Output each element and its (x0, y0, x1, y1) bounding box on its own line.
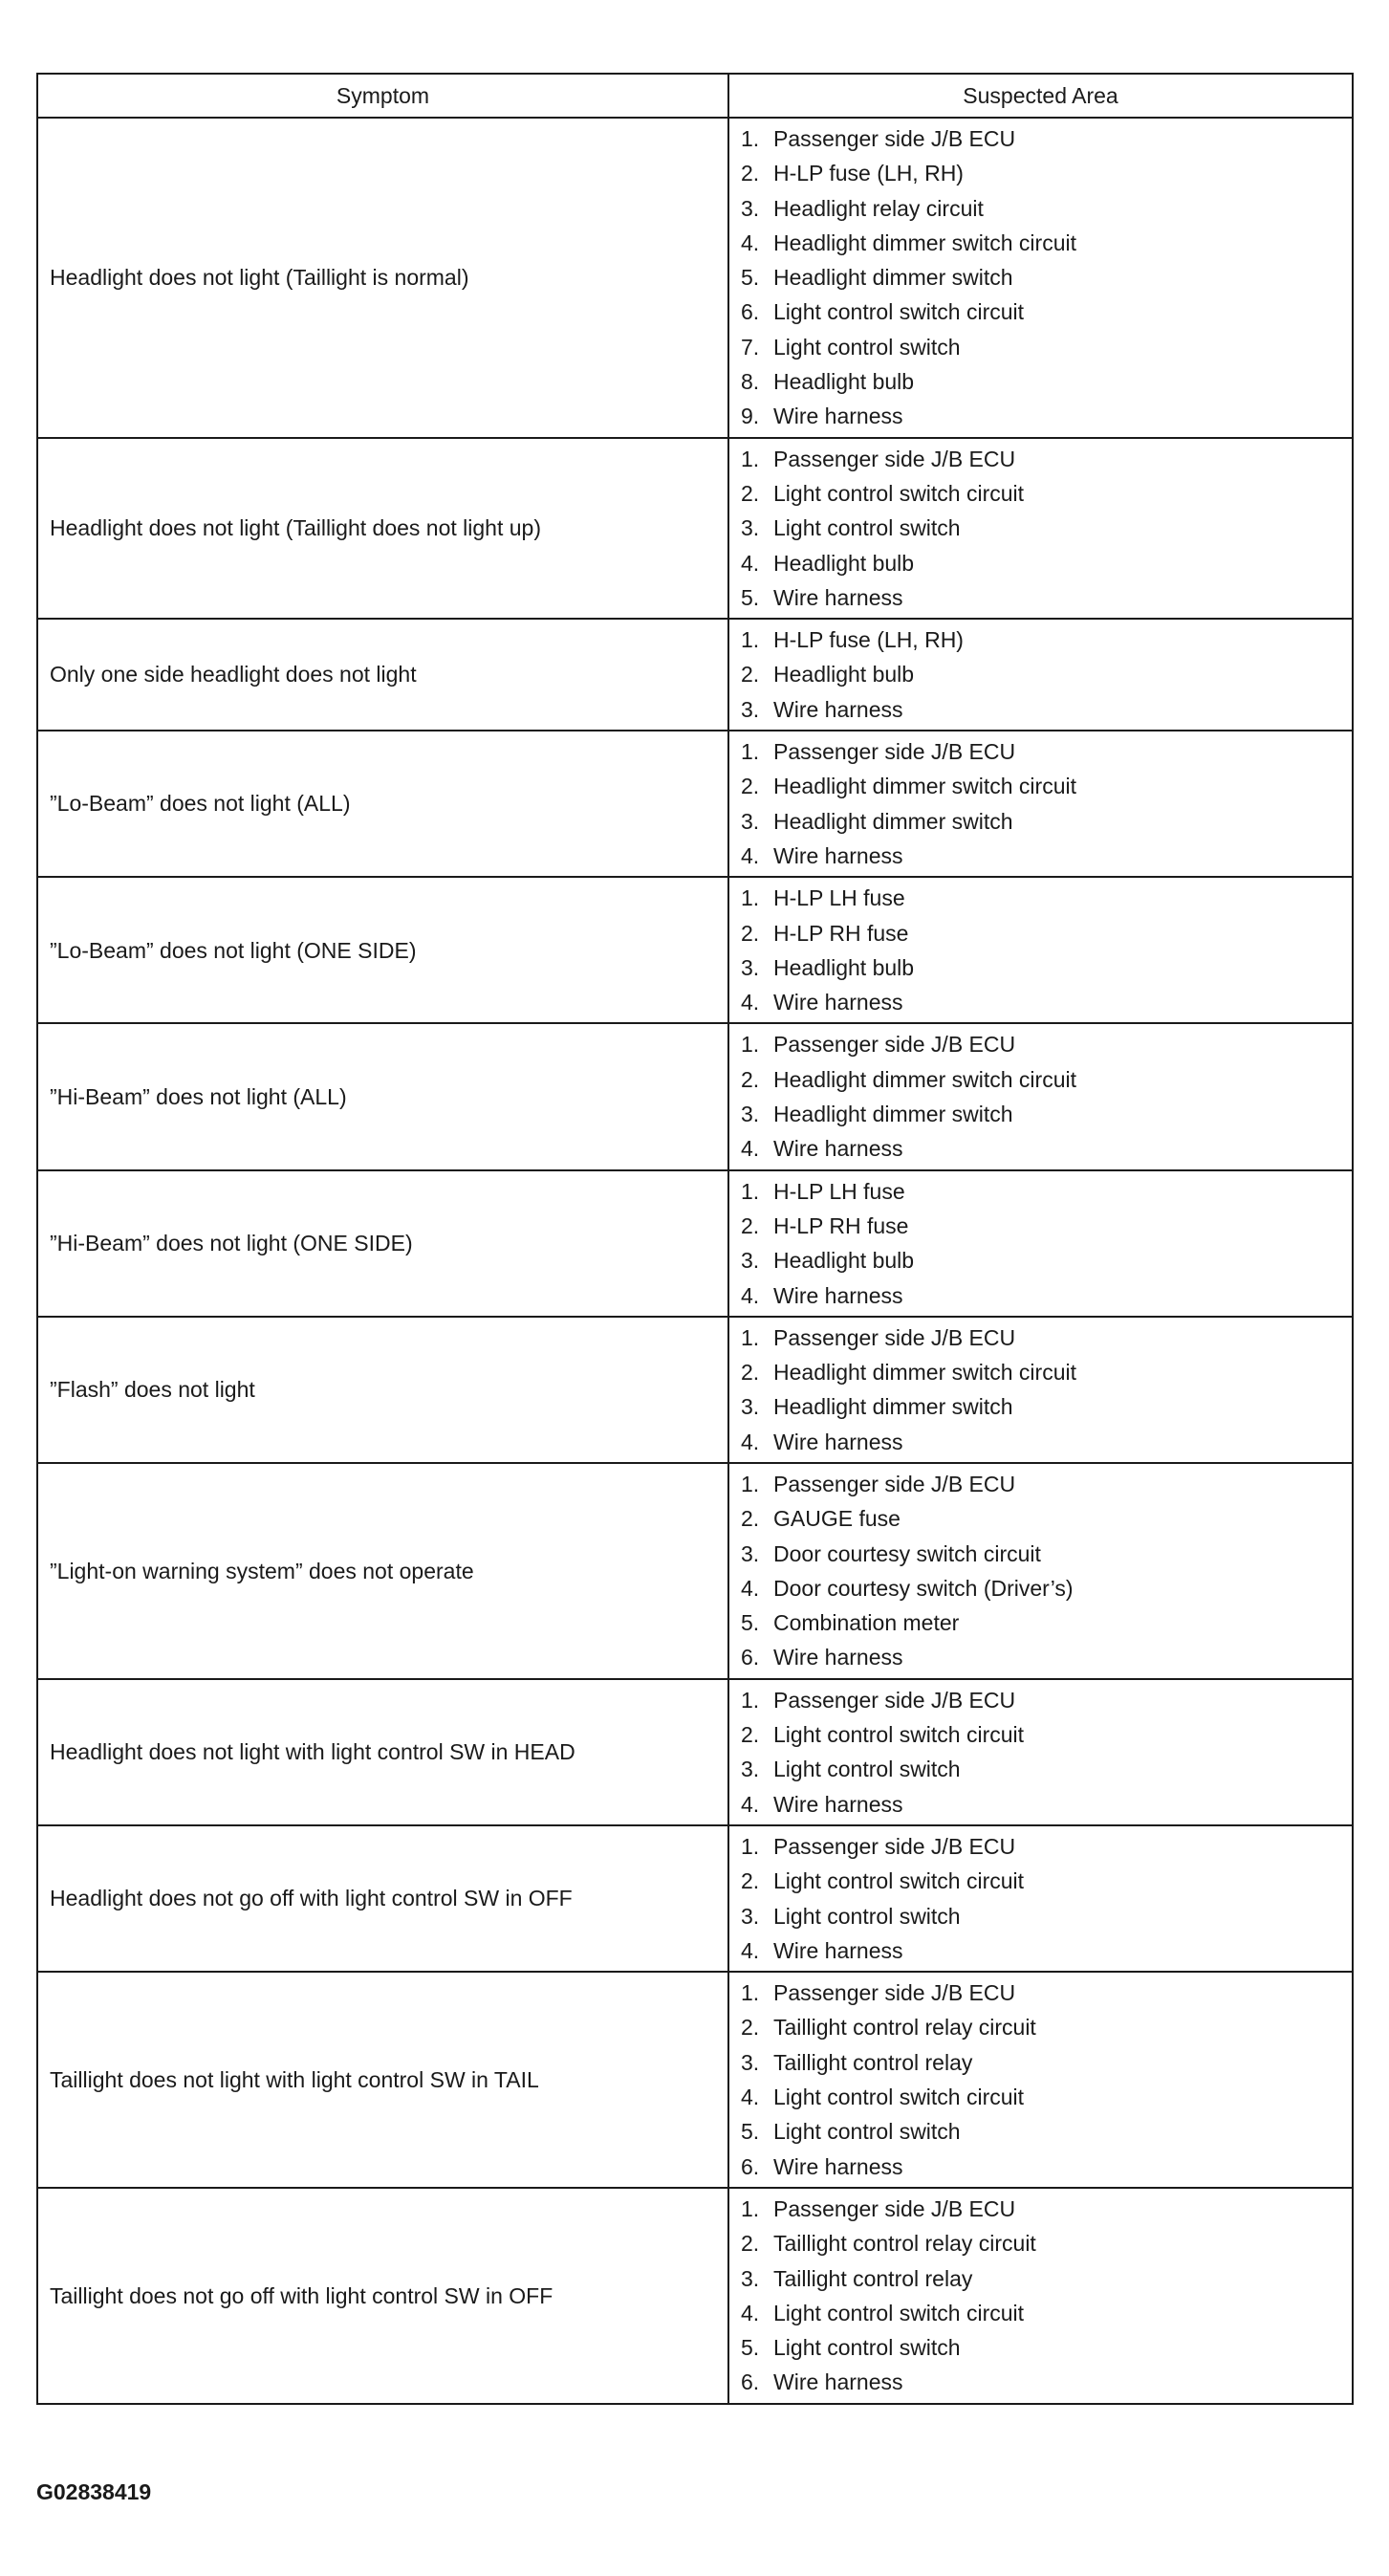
symptom-cell: ”Hi-Beam” does not light (ALL) (37, 1023, 728, 1169)
item-text: Light control switch (773, 2119, 961, 2145)
item-text: Headlight dimmer switch circuit (773, 1360, 1076, 1386)
item-number: 1. (741, 126, 760, 151)
symptom-cell: Headlight does not go off with light control SW in OFF (37, 1825, 728, 1972)
list-item (741, 295, 1352, 329)
list-item (741, 2261, 1352, 2296)
item-number: 2. (741, 774, 760, 799)
suspected-area-cell (728, 1170, 1353, 1317)
symptom-header: Symptom (37, 74, 728, 118)
item-text: Wire harness (773, 1282, 903, 1308)
item-number: 1. (741, 446, 760, 471)
item-text: Wire harness (773, 1429, 903, 1454)
symptom-cell: Taillight does not go off with light control SW in OFF (37, 2188, 728, 2404)
item-text: Headlight bulb (773, 369, 915, 395)
list-item (741, 1864, 1352, 1898)
list-item (741, 476, 1352, 511)
list-item (741, 1899, 1352, 1933)
list-item (741, 121, 1352, 156)
item-text: Taillight control relay circuit (773, 2231, 1036, 2257)
list-item (741, 1752, 1352, 1786)
table-row (37, 118, 1353, 438)
item-number: 2. (741, 2015, 760, 2041)
troubleshooting-sheet (36, 73, 1352, 2405)
item-text: Combination meter (773, 1610, 960, 1636)
item-text: Headlight dimmer switch circuit (773, 229, 1076, 255)
list-item (741, 916, 1352, 950)
list-item (741, 330, 1352, 364)
suspected-area-list (741, 622, 1352, 727)
suspected-area-list (741, 1829, 1352, 1968)
item-number: 3. (741, 1394, 760, 1420)
list-item (741, 1389, 1352, 1424)
item-number: 3. (741, 954, 760, 980)
item-number: 5. (741, 584, 760, 610)
item-text: H-LP RH fuse (773, 1212, 909, 1238)
item-text: Wire harness (773, 2369, 903, 2395)
suspected-area-list (741, 881, 1352, 1019)
suspected-area-cell (728, 1317, 1353, 1463)
item-number: 3. (741, 195, 760, 221)
list-item (741, 1425, 1352, 1459)
list-item (741, 657, 1352, 691)
item-text: Passenger side J/B ECU (773, 2195, 1016, 2221)
list-item (741, 1571, 1352, 1605)
list-item (741, 2045, 1352, 2080)
table-row (37, 1170, 1353, 1317)
figure-id: G02838419 (36, 2479, 152, 2504)
list-item (741, 399, 1352, 433)
list-item (741, 1355, 1352, 1389)
list-item (741, 1209, 1352, 1243)
suspected-area-cell (728, 438, 1353, 619)
item-text: Passenger side J/B ECU (773, 1833, 1016, 1859)
symptom-cell: ”Light-on warning system” does not operate (37, 1463, 728, 1679)
item-text: Door courtesy switch (Driver’s) (773, 1575, 1074, 1601)
symptom-cell: ”Lo-Beam” does not light (ALL) (37, 731, 728, 877)
suspected-area-cell (728, 1825, 1353, 1972)
suspected-area-list (741, 121, 1352, 434)
item-text: Headlight bulb (773, 662, 915, 688)
symptom-cell: ”Flash” does not light (37, 1317, 728, 1463)
item-number: 4. (741, 1937, 760, 1963)
item-number: 1. (741, 1032, 760, 1058)
item-text: Passenger side J/B ECU (773, 446, 1016, 471)
item-text: Light control switch (773, 1903, 961, 1929)
symptom-cell: Headlight does not light (Taillight does not light up) (37, 438, 728, 619)
item-text: Passenger side J/B ECU (773, 1324, 1016, 1350)
list-item (741, 511, 1352, 545)
item-text: Light control switch circuit (773, 2300, 1025, 2325)
item-number: 3. (741, 1757, 760, 1782)
list-item (741, 1174, 1352, 1209)
item-text: Taillight control relay (773, 2049, 973, 2075)
item-number: 5. (741, 2119, 760, 2145)
item-number: 6. (741, 299, 760, 325)
symptom-cell: Headlight does not light with light control SW in HEAD (37, 1679, 728, 1825)
table-row (37, 1023, 1353, 1169)
suspected-area-cell (728, 731, 1353, 877)
item-number: 2. (741, 1066, 760, 1092)
list-item (741, 191, 1352, 226)
item-text: Light control switch (773, 2335, 961, 2361)
item-number: 2. (741, 1212, 760, 1238)
item-text: Light control switch circuit (773, 480, 1025, 506)
item-text: Wire harness (773, 1791, 903, 1817)
list-item (741, 1787, 1352, 1822)
list-item (741, 1278, 1352, 1313)
item-text: Passenger side J/B ECU (773, 1687, 1016, 1713)
table-body (37, 118, 1353, 2404)
list-item (741, 226, 1352, 260)
item-text: Headlight bulb (773, 550, 915, 576)
item-number: 1. (741, 1687, 760, 1713)
list-item (741, 580, 1352, 615)
list-item (741, 2296, 1352, 2330)
suspected-area-list (741, 1976, 1352, 2184)
list-item (741, 1467, 1352, 1501)
item-text: Wire harness (773, 990, 903, 1015)
item-number: 1. (741, 885, 760, 911)
item-text: H-LP LH fuse (773, 885, 905, 911)
header-row (37, 74, 1353, 118)
item-text: Wire harness (773, 2153, 903, 2179)
symptom-cell: Only one side headlight does not light (37, 619, 728, 731)
suspected-area-header: Suspected Area (728, 74, 1353, 118)
suspected-area-cell (728, 877, 1353, 1023)
list-item (741, 622, 1352, 657)
item-text: Taillight control relay (773, 2265, 973, 2291)
table-row (37, 438, 1353, 619)
item-number: 3. (741, 2265, 760, 2291)
item-number: 1. (741, 1980, 760, 2006)
suspected-area-list (741, 1174, 1352, 1313)
symptom-table (36, 73, 1354, 2405)
list-item (741, 1537, 1352, 1571)
list-item (741, 734, 1352, 769)
list-item (741, 692, 1352, 727)
item-number: 2. (741, 920, 760, 946)
item-number: 6. (741, 1645, 760, 1670)
list-item (741, 1933, 1352, 1968)
table-row (37, 619, 1353, 731)
item-number: 1. (741, 1833, 760, 1859)
item-number: 4. (741, 2085, 760, 2110)
item-text: Wire harness (773, 1136, 903, 1162)
list-item (741, 1062, 1352, 1097)
suspected-area-list (741, 1321, 1352, 1459)
item-text: Passenger side J/B ECU (773, 1980, 1016, 2006)
item-text: Passenger side J/B ECU (773, 1032, 1016, 1058)
item-number: 2. (741, 1722, 760, 1748)
list-item (741, 260, 1352, 295)
suspected-area-list (741, 442, 1352, 615)
item-text: Light control switch (773, 334, 961, 360)
list-item (741, 1717, 1352, 1752)
item-number: 1. (741, 1471, 760, 1496)
item-text: Wire harness (773, 842, 903, 868)
table-row (37, 1463, 1353, 1679)
item-text: Wire harness (773, 584, 903, 610)
list-item (741, 881, 1352, 915)
suspected-area-cell (728, 118, 1353, 438)
item-number: 2. (741, 1868, 760, 1894)
list-item (741, 1027, 1352, 1061)
item-text: Light control switch (773, 515, 961, 541)
suspected-area-cell (728, 619, 1353, 731)
item-text: Headlight dimmer switch circuit (773, 774, 1076, 799)
item-number: 3. (741, 1540, 760, 1566)
item-text: Headlight relay circuit (773, 195, 984, 221)
item-number: 3. (741, 808, 760, 834)
item-text: Headlight dimmer switch (773, 1394, 1013, 1420)
item-number: 2. (741, 2231, 760, 2257)
list-item (741, 2226, 1352, 2260)
item-number: 1. (741, 2195, 760, 2221)
item-number: 4. (741, 842, 760, 868)
item-number: 2. (741, 1506, 760, 1532)
list-item (741, 364, 1352, 399)
table-row (37, 2188, 1353, 2404)
item-text: Wire harness (773, 1645, 903, 1670)
item-text: Headlight dimmer switch circuit (773, 1066, 1076, 1092)
item-text: Light control switch circuit (773, 1868, 1025, 1894)
list-item (741, 1131, 1352, 1166)
item-text: Passenger side J/B ECU (773, 126, 1016, 151)
item-number: 6. (741, 2153, 760, 2179)
table-row (37, 1679, 1353, 1825)
item-number: 1. (741, 1324, 760, 1350)
item-number: 5. (741, 265, 760, 291)
item-text: H-LP fuse (LH, RH) (773, 161, 964, 186)
list-item (741, 1640, 1352, 1674)
item-text: H-LP RH fuse (773, 920, 909, 946)
item-number: 7. (741, 334, 760, 360)
list-item (741, 1501, 1352, 1536)
list-item (741, 2010, 1352, 2044)
suspected-area-list (741, 1683, 1352, 1822)
item-number: 2. (741, 480, 760, 506)
item-number: 4. (741, 1575, 760, 1601)
item-number: 3. (741, 515, 760, 541)
item-text: Headlight dimmer switch (773, 265, 1013, 291)
item-number: 4. (741, 1282, 760, 1308)
item-number: 2. (741, 1360, 760, 1386)
item-number: 4. (741, 2300, 760, 2325)
suspected-area-cell (728, 1463, 1353, 1679)
list-item (741, 804, 1352, 839)
list-item (741, 442, 1352, 476)
list-item (741, 1321, 1352, 1355)
item-text: H-LP LH fuse (773, 1178, 905, 1204)
item-number: 3. (741, 2049, 760, 2075)
item-number: 1. (741, 627, 760, 653)
suspected-area-cell (728, 1972, 1353, 2188)
item-number: 2. (741, 161, 760, 186)
item-number: 3. (741, 1102, 760, 1127)
list-item (741, 156, 1352, 190)
item-text: Light control switch circuit (773, 299, 1025, 325)
symptom-cell: ”Lo-Beam” does not light (ONE SIDE) (37, 877, 728, 1023)
item-number: 3. (741, 696, 760, 722)
table-row (37, 1825, 1353, 1972)
item-number: 1. (741, 1178, 760, 1204)
item-number: 9. (741, 404, 760, 429)
symptom-cell: Taillight does not light with light control SW in TAIL (37, 1972, 728, 2188)
item-number: 3. (741, 1248, 760, 1274)
item-text: GAUGE fuse (773, 1506, 901, 1532)
suspected-area-cell (728, 1023, 1353, 1169)
suspected-area-list (741, 1467, 1352, 1675)
item-text: Headlight bulb (773, 954, 915, 980)
list-item (741, 1605, 1352, 1640)
list-item (741, 950, 1352, 985)
symptom-cell: ”Hi-Beam” does not light (ONE SIDE) (37, 1170, 728, 1317)
item-text: Headlight bulb (773, 1248, 915, 1274)
list-item (741, 1976, 1352, 2010)
item-text: Headlight dimmer switch (773, 808, 1013, 834)
list-item (741, 2150, 1352, 2184)
item-number: 4. (741, 1429, 760, 1454)
item-text: Wire harness (773, 404, 903, 429)
item-text: Passenger side J/B ECU (773, 1471, 1016, 1496)
list-item (741, 1097, 1352, 1131)
list-item (741, 769, 1352, 803)
item-text: Wire harness (773, 1937, 903, 1963)
list-item (741, 839, 1352, 873)
item-text: H-LP fuse (LH, RH) (773, 627, 964, 653)
list-item (741, 1243, 1352, 1277)
list-item (741, 1683, 1352, 1717)
item-text: Passenger side J/B ECU (773, 739, 1016, 765)
item-number: 8. (741, 369, 760, 395)
item-number: 4. (741, 990, 760, 1015)
table-row (37, 1317, 1353, 1463)
list-item (741, 2080, 1352, 2114)
table-row (37, 1972, 1353, 2188)
item-number: 4. (741, 1136, 760, 1162)
item-number: 5. (741, 1610, 760, 1636)
suspected-area-list (741, 1027, 1352, 1166)
suspected-area-cell (728, 2188, 1353, 2404)
table-row (37, 877, 1353, 1023)
item-number: 3. (741, 1903, 760, 1929)
suspected-area-cell (728, 1679, 1353, 1825)
list-item (741, 2365, 1352, 2399)
table-row (37, 731, 1353, 877)
item-number: 2. (741, 662, 760, 688)
item-text: Wire harness (773, 696, 903, 722)
item-number: 6. (741, 2369, 760, 2395)
list-item (741, 2114, 1352, 2149)
list-item (741, 985, 1352, 1019)
item-text: Light control switch circuit (773, 1722, 1025, 1748)
list-item (741, 2192, 1352, 2226)
item-number: 4. (741, 1791, 760, 1817)
item-number: 1. (741, 739, 760, 765)
item-number: 4. (741, 229, 760, 255)
suspected-area-list (741, 2192, 1352, 2400)
item-text: Light control switch circuit (773, 2085, 1025, 2110)
symptom-cell: Headlight does not light (Taillight is normal) (37, 118, 728, 438)
item-number: 5. (741, 2335, 760, 2361)
list-item (741, 1829, 1352, 1864)
item-text: Door courtesy switch circuit (773, 1540, 1041, 1566)
list-item (741, 2330, 1352, 2365)
list-item (741, 546, 1352, 580)
item-text: Headlight dimmer switch (773, 1102, 1013, 1127)
item-text: Light control switch (773, 1757, 961, 1782)
suspected-area-list (741, 734, 1352, 873)
item-number: 4. (741, 550, 760, 576)
item-text: Taillight control relay circuit (773, 2015, 1036, 2041)
